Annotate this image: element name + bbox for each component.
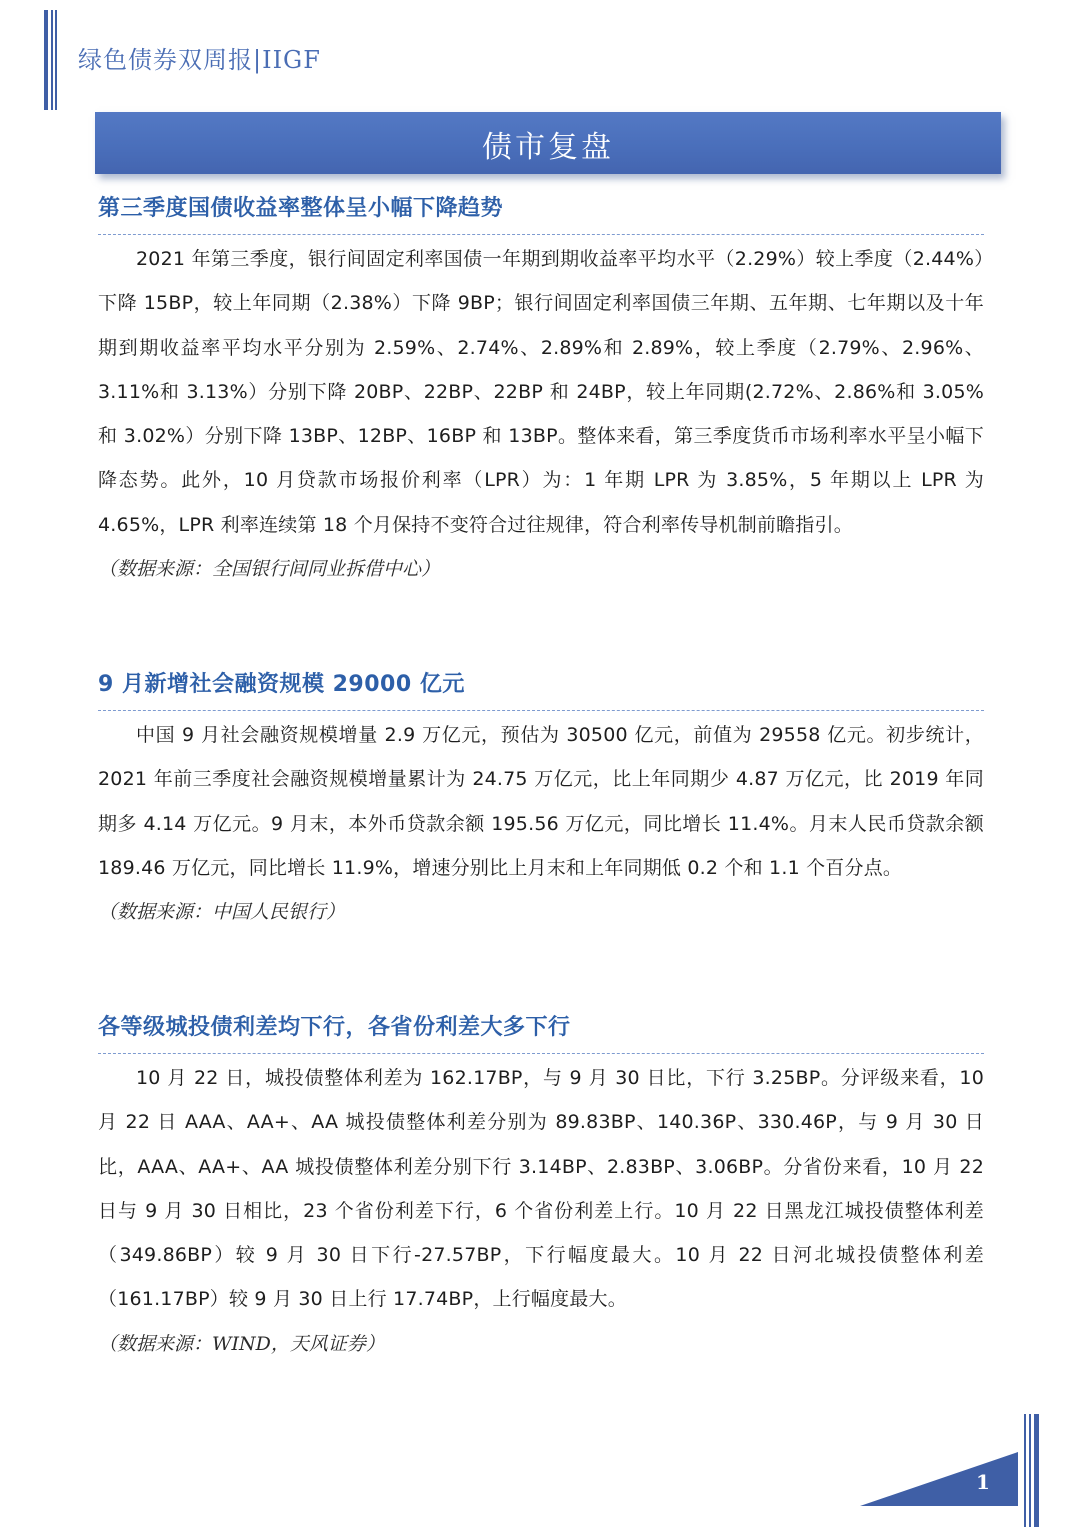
data-source: （数据来源：全国银行间同业拆借中心） [98,558,441,581]
right-decoration-lines [1024,1414,1042,1527]
section-social-financing [98,669,984,934]
section-divider [98,234,984,235]
document-header-title: 绿色债券双周报|IIGF [78,46,321,74]
section-divider [98,1053,984,1054]
data-source: （数据来源：WIND，天风证券） [98,1332,385,1355]
section-title: 各等级城投债利差均下行，各省份利差大多下行 [98,1015,571,1040]
left-decoration-lines [44,10,62,110]
data-source: （数据来源：中国人民银行） [98,901,346,924]
section-title: 第三季度国债收益率整体呈小幅下降趋势 [98,196,504,221]
banner-title: 债市复盘 [482,130,614,165]
section-body: 2021 年第三季度，银行间固定利率国债一年期到期收益率平均水平（2.29%）较上季度（2.44%）下降 15BP，较上年同期（2.38%）下降 9BP；银行间固定利率国债三年期、五年期、七年期以及十年期到期收益率平均水平分别为 2.59%、2.74%、2.89%和 2.89%，较上季度（2.79%、2.96%、3.11%和 3.13%）分别下降 20BP、22BP、22BP 和 24BP，较上年同期(2.72%、2.86%和 3.05%和 3.02%）分别下降 13BP、12BP、16BP 和 13BP。整体来看，第三季度货币市场利率水平呈小幅下降态势。此外，10 月贷款市场报价利率（LPR）为：1 年期 LPR 为 3.85%，5 年期以上 LPR 为 4.65%，LPR 利率连续第 18 个月保持不变符合过往规律，符合利率传导机制前瞻指引。 [98,248,984,536]
section-body: 中国 9 月社会融资规模增量 2.9 万亿元，预估为 30500 亿元，前值为 29558 亿元。初步统计，2021 年前三季度社会融资规模增量累计为 24.75 万亿元，比上年同期少 4.87 万亿元，比 2019 年同期多 4.14 万亿元。9 月末，本外币贷款余额 195.56 万亿元，同比增长 11.4%。月末人民币贷款余额 189.46 万亿元，同比增长 11.9%，增速分别比上月末和上年同期低 0.2 个和 1.1 个百分点。 [98,724,984,879]
page-number: 1 [976,1470,990,1494]
section-title: 9 月新增社会融资规模 29000 亿元 [98,672,465,697]
section-body: 10 月 22 日，城投债整体利差为 162.17BP，与 9 月 30 日比，下行 3.25BP。分评级来看，10 月 22 日 AAA、AA+、AA 城投债整体利差分别为 89.83BP、140.36P、330.46P，与 9 月 30 日比，AAA、AA+、AA 城投债整体利差分别下行 3.14BP、2.83BP、3.06BP。分省份来看，10 月 22 日与 9 月 30 日相比，23 个省份利差下行，6 个省份利差上行。10 月 22 日黑龙江城投债整体利差（349.86BP）较 9 月 30 日下行-27.57BP，下行幅度最大。10 月 22 日河北城投债整体利差（161.17BP）较 9 月 30 日上行 17.74BP，上行幅度最大。 [98,1067,984,1311]
section-banner [95,112,1001,174]
section-divider [98,710,984,711]
section-urban-investment-spreads [98,1012,984,1366]
section-treasury-yields [98,193,984,591]
